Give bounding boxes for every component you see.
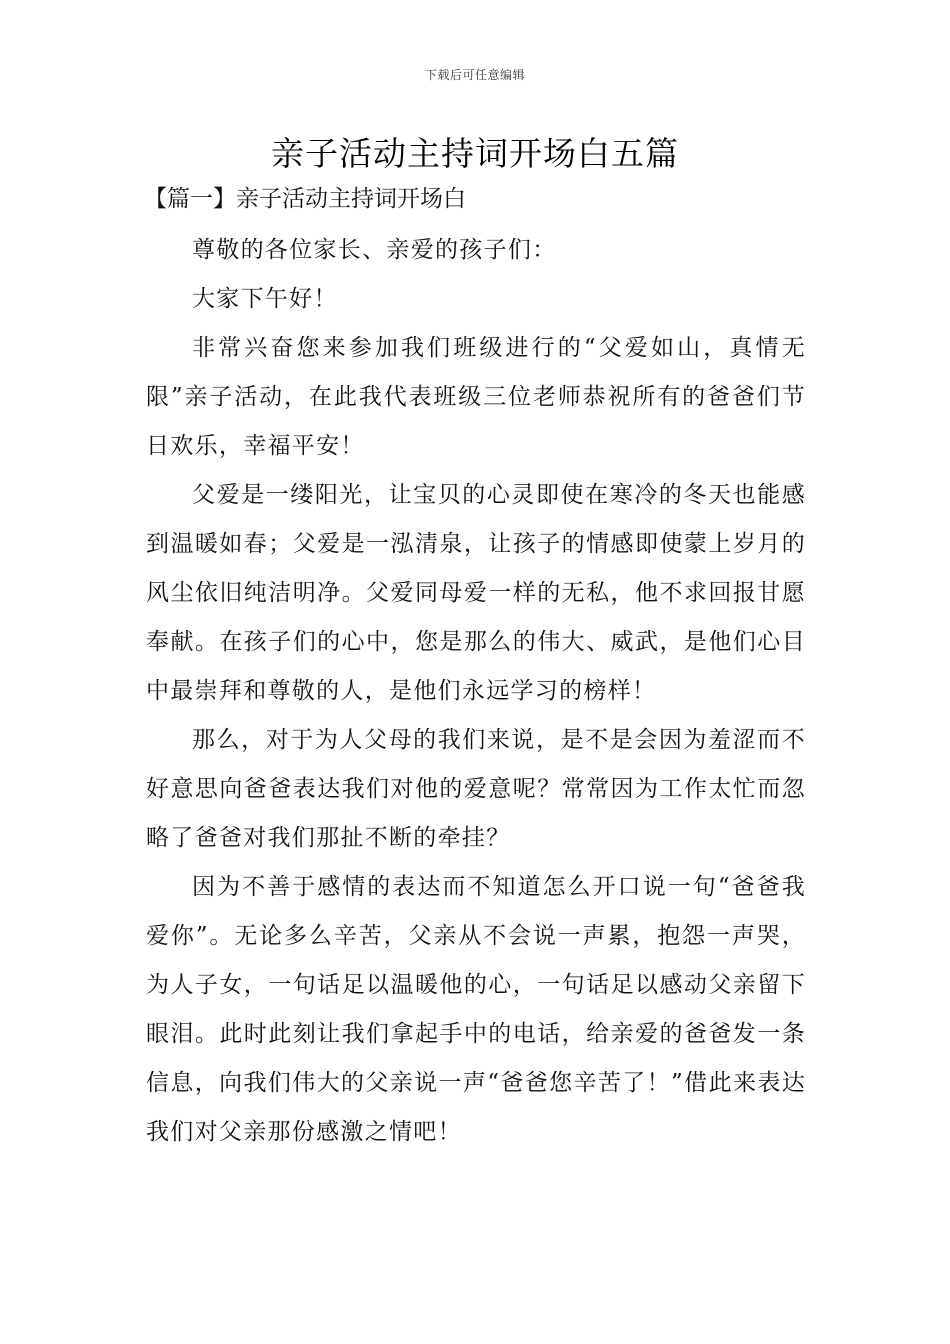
paragraph-fatherly-love: 父爱是一缕阳光，让宝贝的心灵即使在寒冷的冬天也能感到温暖如春；父爱是一泓清泉，让孩子的情感即使蒙上岁月的风尘依旧纯洁明净。父爱同母爱一样的无私，他不求回报甘愿奉献。在孩子们的心中，您是那么的伟大、威武，是他们心目中最崇拜和尊敬的人，是他们永远学习的榜样！ [146, 482, 806, 704]
document-body [146, 226, 806, 1157]
paragraph-greeting: 尊敬的各位家长、亲爱的孩子们： [192, 237, 557, 263]
section-heading: 【篇一】亲子活动主持词开场白 [144, 186, 466, 212]
paragraph-welcome: 非常兴奋您来参加我们班级进行的“父爱如山，真情无限”亲子活动，在此我代表班级三位老师恭祝所有的爸爸们节日欢乐，幸福平安！ [146, 335, 806, 459]
paragraph-salutation: 大家下午好！ [192, 286, 338, 312]
paragraph-reflection: 那么，对于为人父母的我们来说，是不是会因为羞涩而不好意思向爸爸表达我们对他的爱意呢？常常因为工作太忙而忽略了爸爸对我们那扯不断的牵挂？ [146, 727, 806, 851]
paragraph-gratitude: 因为不善于感情的表达而不知道怎么开口说一句“爸爸我爱你”。无论多么辛苦，父亲从不会说一声累，抱怨一声哭，为人子女，一句话足以温暖他的心，一句话足以感动父亲留下眼泪。此时此刻让我们拿起手中的电话，给亲爱的爸爸发一条信息，向我们伟大的父亲说一声“爸爸您辛苦了！”借此来表达我们对父亲那份感激之情吧！ [146, 874, 806, 1145]
page-header-note: 下载后可任意编辑 [424, 68, 525, 82]
document-title: 亲子活动主持词开场白五篇 [271, 134, 679, 173]
